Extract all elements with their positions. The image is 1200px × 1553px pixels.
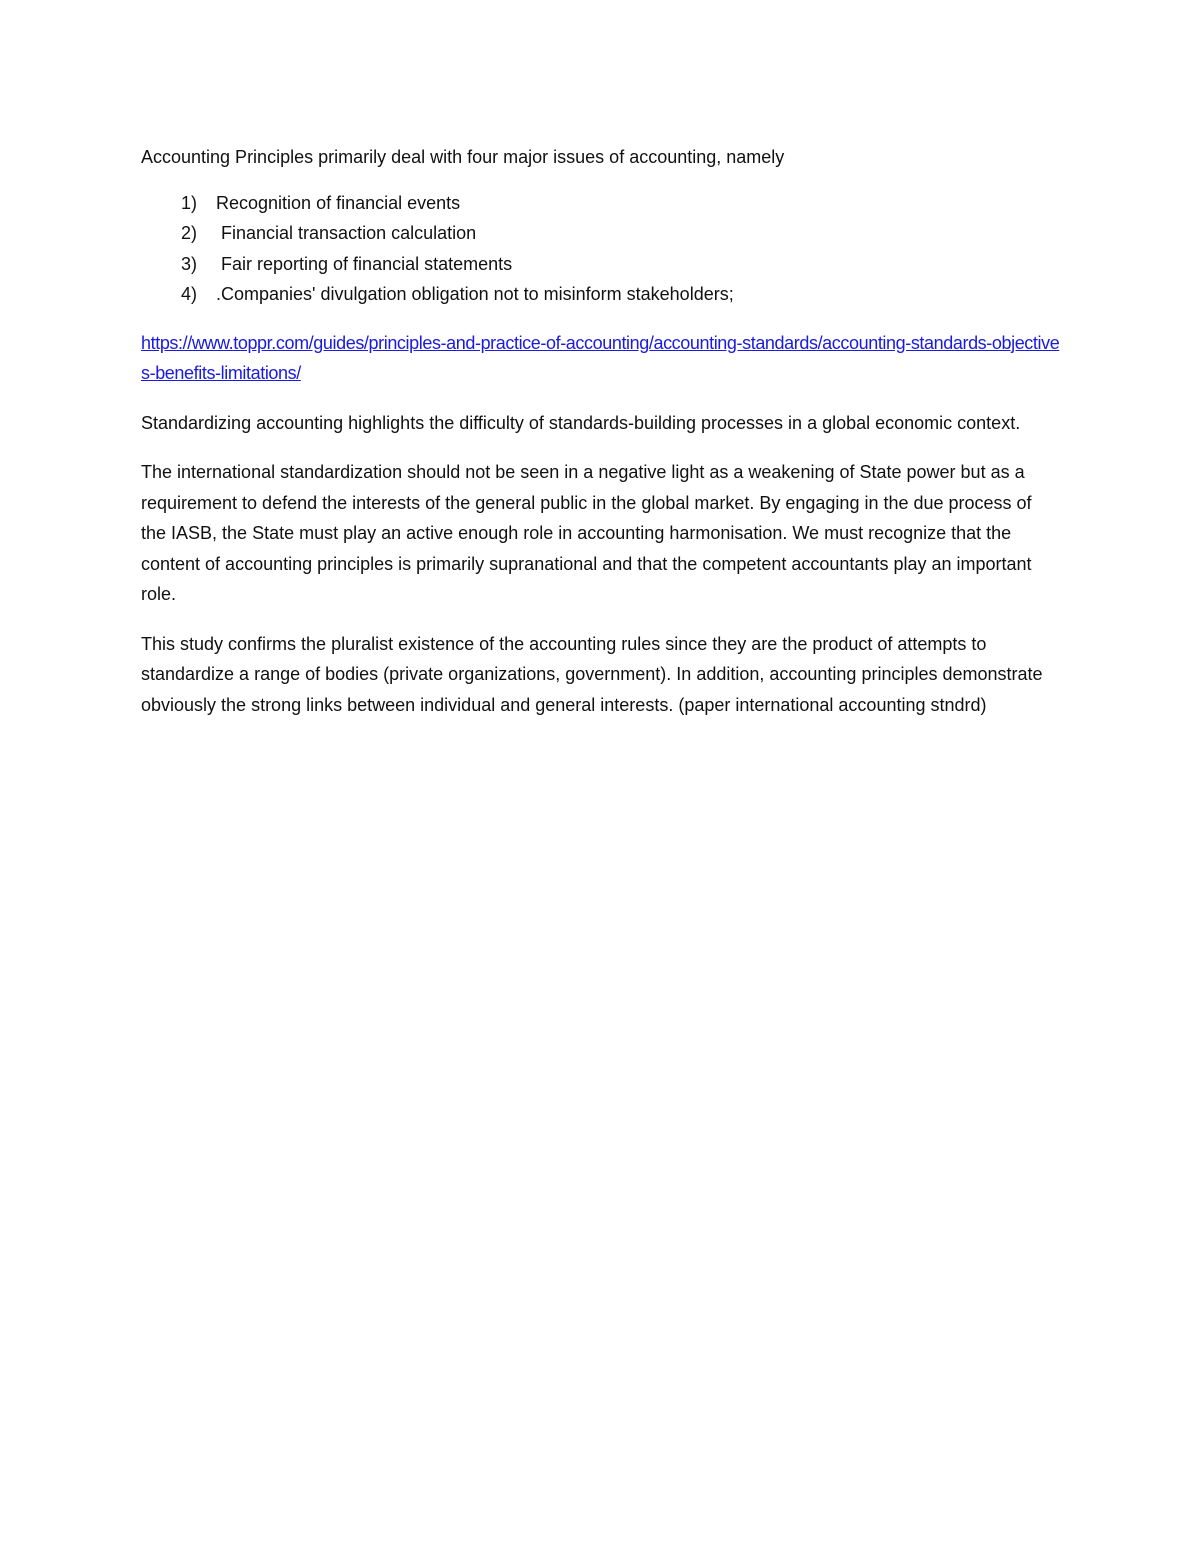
paragraph-standardizing: Standardizing accounting highlights the difficulty of standards-building processes in a global economic context. bbox=[141, 412, 1021, 433]
list-item-number: 3) bbox=[181, 253, 198, 274]
list-item-number: 4) bbox=[181, 284, 198, 304]
list-item bbox=[141, 188, 1061, 219]
document-body bbox=[141, 142, 1061, 739]
paragraph-international-standardization: The international standardization should not be seen in a negative light as a weakening of State power but as a requirement to defend the interests of the general public in the global market. By engaging in the due process of the IASB, the State must play an active enough role in accounting harmonisation. We must recognize that the content of accounting principles is primarily supranational and that the competent accountants play an important role. bbox=[141, 462, 1032, 604]
issues-list bbox=[141, 188, 1061, 310]
list-item-text: Fair reporting of financial statements bbox=[216, 253, 513, 274]
paragraph-study-conclusion: This study confirms the pluralist existence of the accounting rules since they are the product of attempts to standardize a range of bodies (private organizations, government). In addition, accounting principles demonstrate obviously the strong links between individual and general interests. (paper international accounting stndrd) bbox=[141, 633, 1043, 715]
list-item bbox=[141, 218, 1061, 249]
list-item-text: .Companies' divulgation obligation not to misinform stakeholders; bbox=[216, 284, 734, 304]
list-item-number: 1) bbox=[181, 192, 198, 213]
list-item-number: 2) bbox=[181, 223, 198, 243]
source-link[interactable]: https://www.toppr.com/guides/principles-and-practice-of-accounting/accounting-standards/accounting-standards-objectives-benefits-limitations/ bbox=[141, 332, 1060, 383]
list-item-text: Financial transaction calculation bbox=[216, 223, 477, 243]
list-item-text: Recognition of financial events bbox=[216, 192, 461, 213]
intro-paragraph: Accounting Principles primarily deal with four major issues of accounting, namely bbox=[141, 147, 785, 167]
list-item bbox=[141, 249, 1061, 280]
list-item bbox=[141, 279, 1061, 310]
